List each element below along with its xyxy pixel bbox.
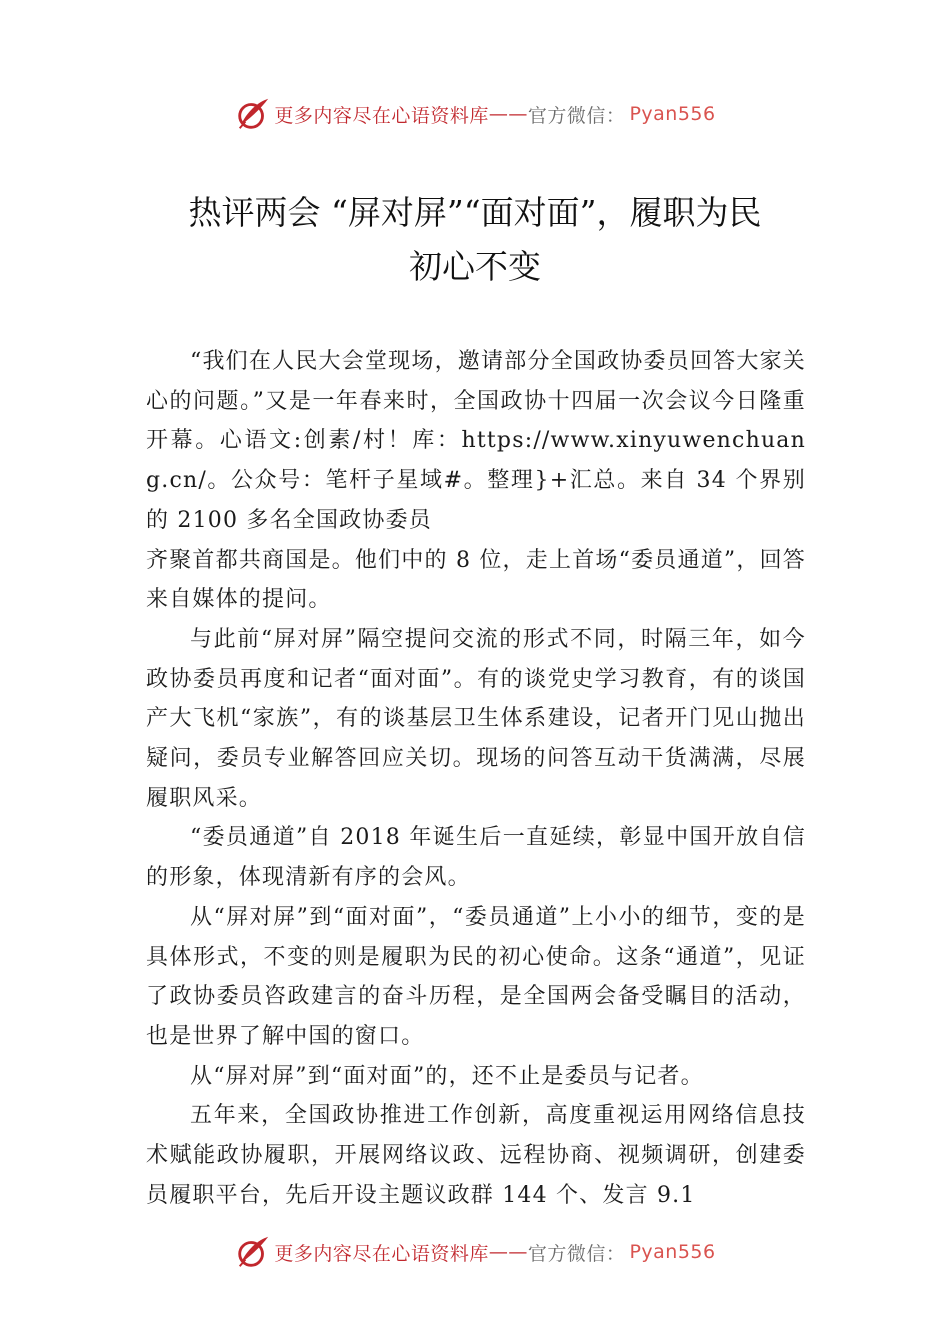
document-body [146, 342, 806, 1215]
quill-logo-icon [234, 1233, 272, 1271]
banner-brand-text: 更多内容尽在心语资料库 [274, 104, 489, 127]
title-line-1: 热评两会 “屏对屏”“面对面”，履职为民 [188, 193, 762, 232]
banner-account: Pyan556 [629, 1241, 716, 1263]
footer-watermark-banner [0, 1232, 950, 1272]
banner-wechat-label: 官方微信： [527, 1242, 626, 1265]
banner-separator: —— [488, 103, 528, 125]
banner-brand-text: 更多内容尽在心语资料库 [274, 1242, 489, 1265]
document-title [145, 186, 805, 294]
paragraph-6: 五年来，全国政协推进工作创新，高度重视运用网络信息技术赋能政协履职，开展网络议政、远程协商、视频调研，创建委员履职平台，先后开设主题议政群 144 个、发言 9.1 [146, 1103, 806, 1208]
paragraph-1: “我们在人民大会堂现场，邀请部分全国政协委员回答大家关心的问题。”又是一年春来时，全国政协十四届一次会议今日隆重开幕。心语文:创素/村！库：https://www.xinyuwenchuang.cn/。公众号：笔杆子星域#。整理}+汇总。来自 34 个界别的 2100 多名全国政协委员 [146, 349, 806, 533]
banner-wechat-label: 官方微信： [527, 104, 626, 127]
banner-account: Pyan556 [629, 103, 716, 125]
paragraph-3: “委员通道”自 2018 年诞生后一直延续，彰显中国开放自信的形象，体现清新有序的会风。 [146, 825, 806, 891]
title-line-2: 初心不变 [409, 247, 541, 286]
quill-logo-icon [234, 95, 272, 133]
header-watermark-banner [0, 94, 950, 134]
paragraph-2: 与此前“屏对屏”隔空提问交流的形式不同，时隔三年，如今政协委员再度和记者“面对面”。有的谈党史学习教育，有的谈国产大飞机“家族”，有的谈基层卫生体系建设，记者开门见山抛出疑问，委员专业解答回应关切。现场的问答互动干货满满，尽展履职风采。 [146, 626, 806, 811]
paragraph-5: 从“屏对屏”到“面对面”的，还不止是委员与记者。 [190, 1063, 704, 1089]
banner-separator: —— [488, 1241, 528, 1263]
paragraph-4: 从“屏对屏”到“面对面”，“委员通道”上小小的细节，变的是具体形式，不变的则是履职为民的初心使命。这条“通道”，见证了政协委员咨政建言的奋斗历程，是全国两会备受瞩目的活动，也是世界了解中国的窗口。 [146, 904, 806, 1049]
paragraph-1-continued: 齐聚首都共商国是。他们中的 8 位，走上首场“委员通道”，回答来自媒体的提问。 [146, 547, 806, 613]
